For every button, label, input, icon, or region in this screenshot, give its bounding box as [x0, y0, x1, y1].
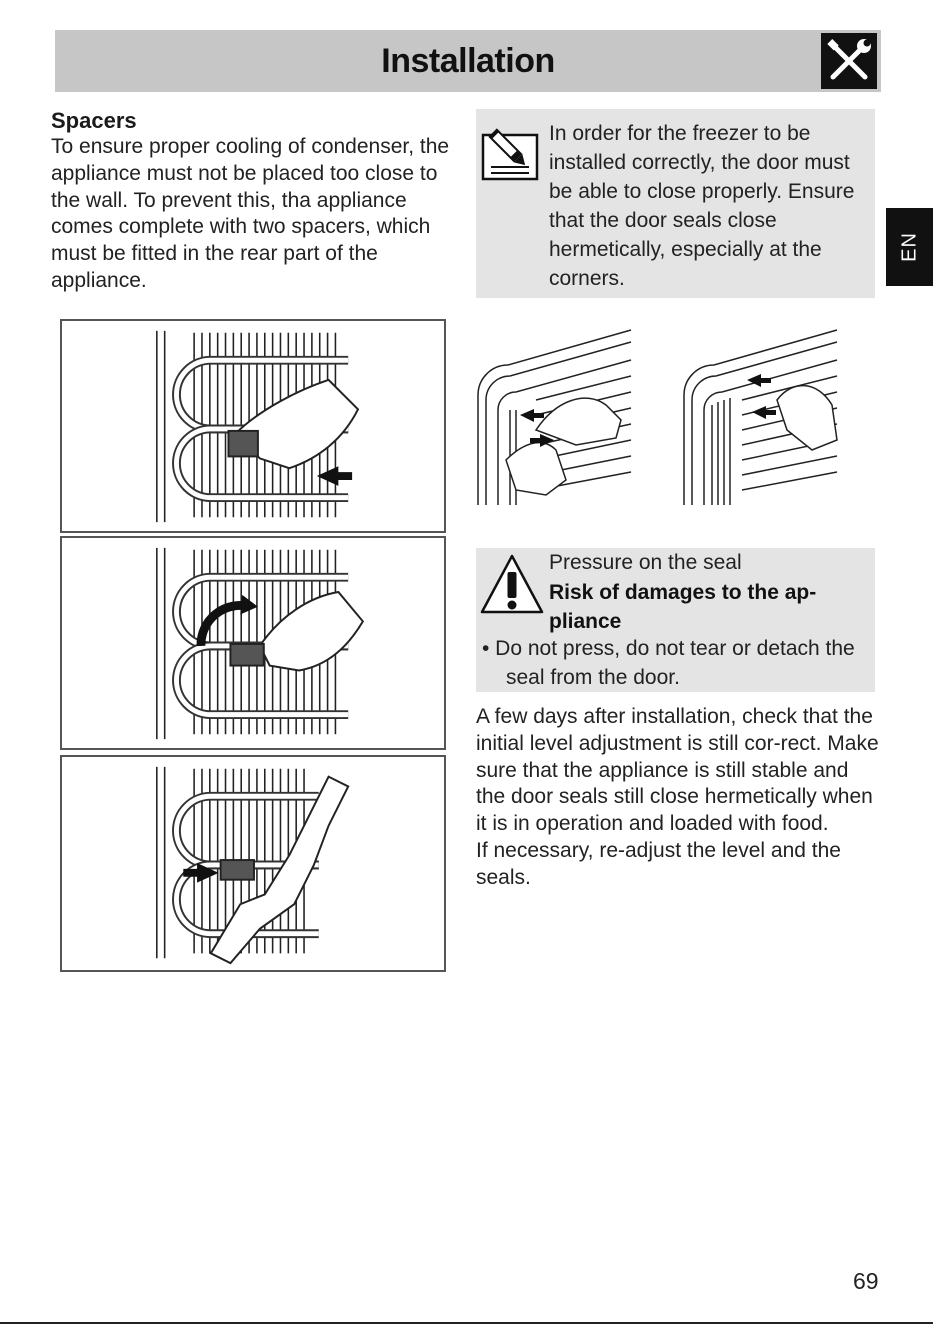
door-seal-figure-left [476, 320, 638, 505]
note-box [476, 109, 875, 298]
warning-box [476, 548, 875, 692]
note-text: In order for the freezer to be installed correctly, the door must be able to close properly. Ensure that the door seals close hermetically, especially at the corners. [549, 122, 855, 290]
warning-title: Pressure on the seal [549, 551, 742, 574]
followup-paragraph-1: A few days after installation, check that the initial level adjustment is still cor-rect. Make sure that the appliance is still stable and the door seals still close hermetically when it is in operation and loaded with food. [476, 705, 879, 836]
language-tab-label: EN [898, 232, 920, 262]
spacer-step-3 [60, 755, 446, 972]
door-seal-figure-right [682, 320, 844, 505]
tools-icon [821, 33, 877, 89]
spacer-step-1 [60, 319, 446, 533]
followup-section [476, 704, 881, 892]
spacer-step-2 [60, 536, 446, 750]
page-title: Installation [381, 42, 555, 80]
followup-paragraph-2: If necessary, re-adjust the level and the seals. [476, 838, 841, 889]
warning-triangle-icon [479, 552, 545, 616]
language-tab [886, 208, 933, 286]
pencil-note-icon [479, 121, 541, 183]
warning-risk: Risk of damages to the ap-pliance [549, 581, 817, 633]
warning-bullet: • Do not press, do not tear or detach the seal from the door. [482, 637, 855, 689]
spacers-paragraph: To ensure proper cooling of condenser, the appliance must not be placed too close to the wall. To prevent this, tha appliance comes complete with two spacers, which must be fitted in the rear part of the appliance. [51, 135, 450, 292]
section-title-spacers: Spacers [51, 108, 137, 133]
page-header [55, 30, 881, 92]
page-number: 69 [853, 1268, 879, 1294]
